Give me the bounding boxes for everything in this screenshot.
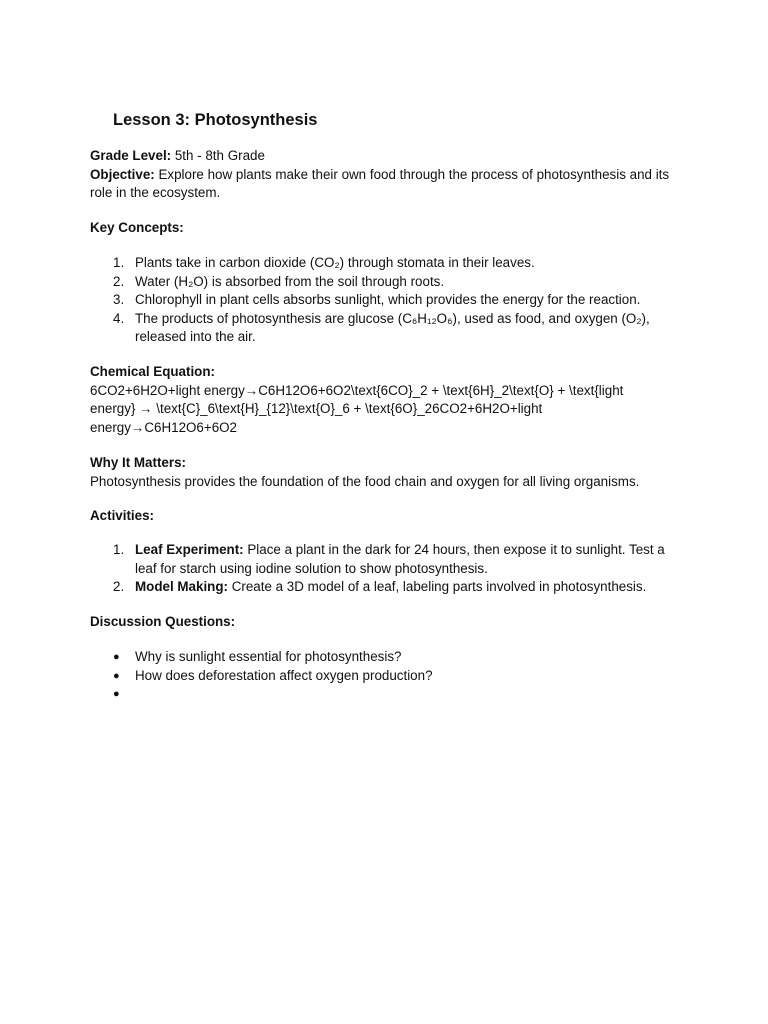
activities-section xyxy=(90,507,680,526)
list-item-text: The products of photosynthesis are glucose (C₆H₁₂O₆), used as food, and oxygen (O₂), released into the air. xyxy=(135,310,650,344)
key-concepts-heading: Key Concepts: xyxy=(90,220,184,235)
list-number: 1. xyxy=(113,255,125,270)
list-number: 2. xyxy=(113,273,125,289)
lesson-meta xyxy=(90,147,680,203)
objective-line xyxy=(90,166,680,203)
list-item-text: How does deforestation affect oxygen production? xyxy=(135,667,433,683)
list-item xyxy=(90,648,680,667)
chemical-equation-section xyxy=(90,363,680,437)
list-item-text: Plants take in carbon dioxide (CO₂) through stomata in their leaves. xyxy=(135,255,535,270)
bullet-icon: ● xyxy=(113,651,120,663)
grade-level-line xyxy=(90,147,680,166)
objective-value: Explore how plants make their own food through the process of photosynthesis and its role in the ecosystem. xyxy=(90,166,670,200)
bullet-icon: ● xyxy=(113,669,120,682)
list-item xyxy=(90,667,680,686)
activities-list xyxy=(90,541,680,597)
activity-text: Place a plant in the dark for 24 hours, then expose it to sunlight. Test a leaf for starch using iodine solution to show photosynthesis. xyxy=(135,542,665,576)
why-it-matters-text: Photosynthesis provides the foundation of the food chain and oxygen for all living organisms. xyxy=(90,473,640,489)
discussion-questions-list xyxy=(90,648,680,704)
chemical-equation-heading: Chemical Equation: xyxy=(90,364,215,379)
list-item xyxy=(90,541,680,578)
key-concepts-list xyxy=(90,254,680,347)
why-it-matters-heading: Why It Matters: xyxy=(90,455,186,470)
list-number: 1. xyxy=(113,542,125,557)
why-it-matters-section xyxy=(90,454,680,491)
list-number: 3. xyxy=(113,292,125,307)
list-item-text: Chlorophyll in plant cells absorbs sunlight, which provides the energy for the reaction. xyxy=(135,292,641,307)
list-item xyxy=(90,273,680,292)
activity-text: Create a 3D model of a leaf, labeling parts involved in photosynthesis. xyxy=(228,579,647,594)
activities-heading: Activities: xyxy=(90,508,154,523)
list-item-text: Why is sunlight essential for photosynthesis? xyxy=(135,649,402,664)
grade-level-label: Grade Level: xyxy=(90,148,172,163)
list-item xyxy=(90,254,680,273)
discussion-questions-section xyxy=(90,613,680,632)
lesson-title: Lesson 3: Photosynthesis xyxy=(113,111,318,129)
activity-label: Leaf Experiment: xyxy=(135,542,244,557)
list-number: 2. xyxy=(113,579,125,594)
activity-label: Model Making: xyxy=(135,579,228,594)
list-item xyxy=(90,578,680,597)
list-item-text: Water (H₂O) is absorbed from the soil through roots. xyxy=(135,273,445,289)
objective-label: Objective: xyxy=(90,166,155,182)
key-concepts-section xyxy=(90,219,680,238)
bullet-icon: ● xyxy=(113,688,120,700)
grade-level-value: 5th - 8th Grade xyxy=(171,148,265,163)
list-number: 4. xyxy=(113,310,125,326)
list-item xyxy=(90,310,680,347)
list-item xyxy=(90,291,680,310)
list-item xyxy=(90,685,680,704)
discussion-questions-heading: Discussion Questions: xyxy=(90,614,236,629)
chemical-equation-text: 6CO2+6H2O+light energy→C6H12O6+6O2\text{6CO}_2 + \text{6H}_2\text{O} + \text{light energy} → \text{C}_6\text{H}_{12}\text{O}_6 + \text{6O}_26CO2+6H2O+light energy→C6H12O6+6O2 xyxy=(90,382,624,435)
